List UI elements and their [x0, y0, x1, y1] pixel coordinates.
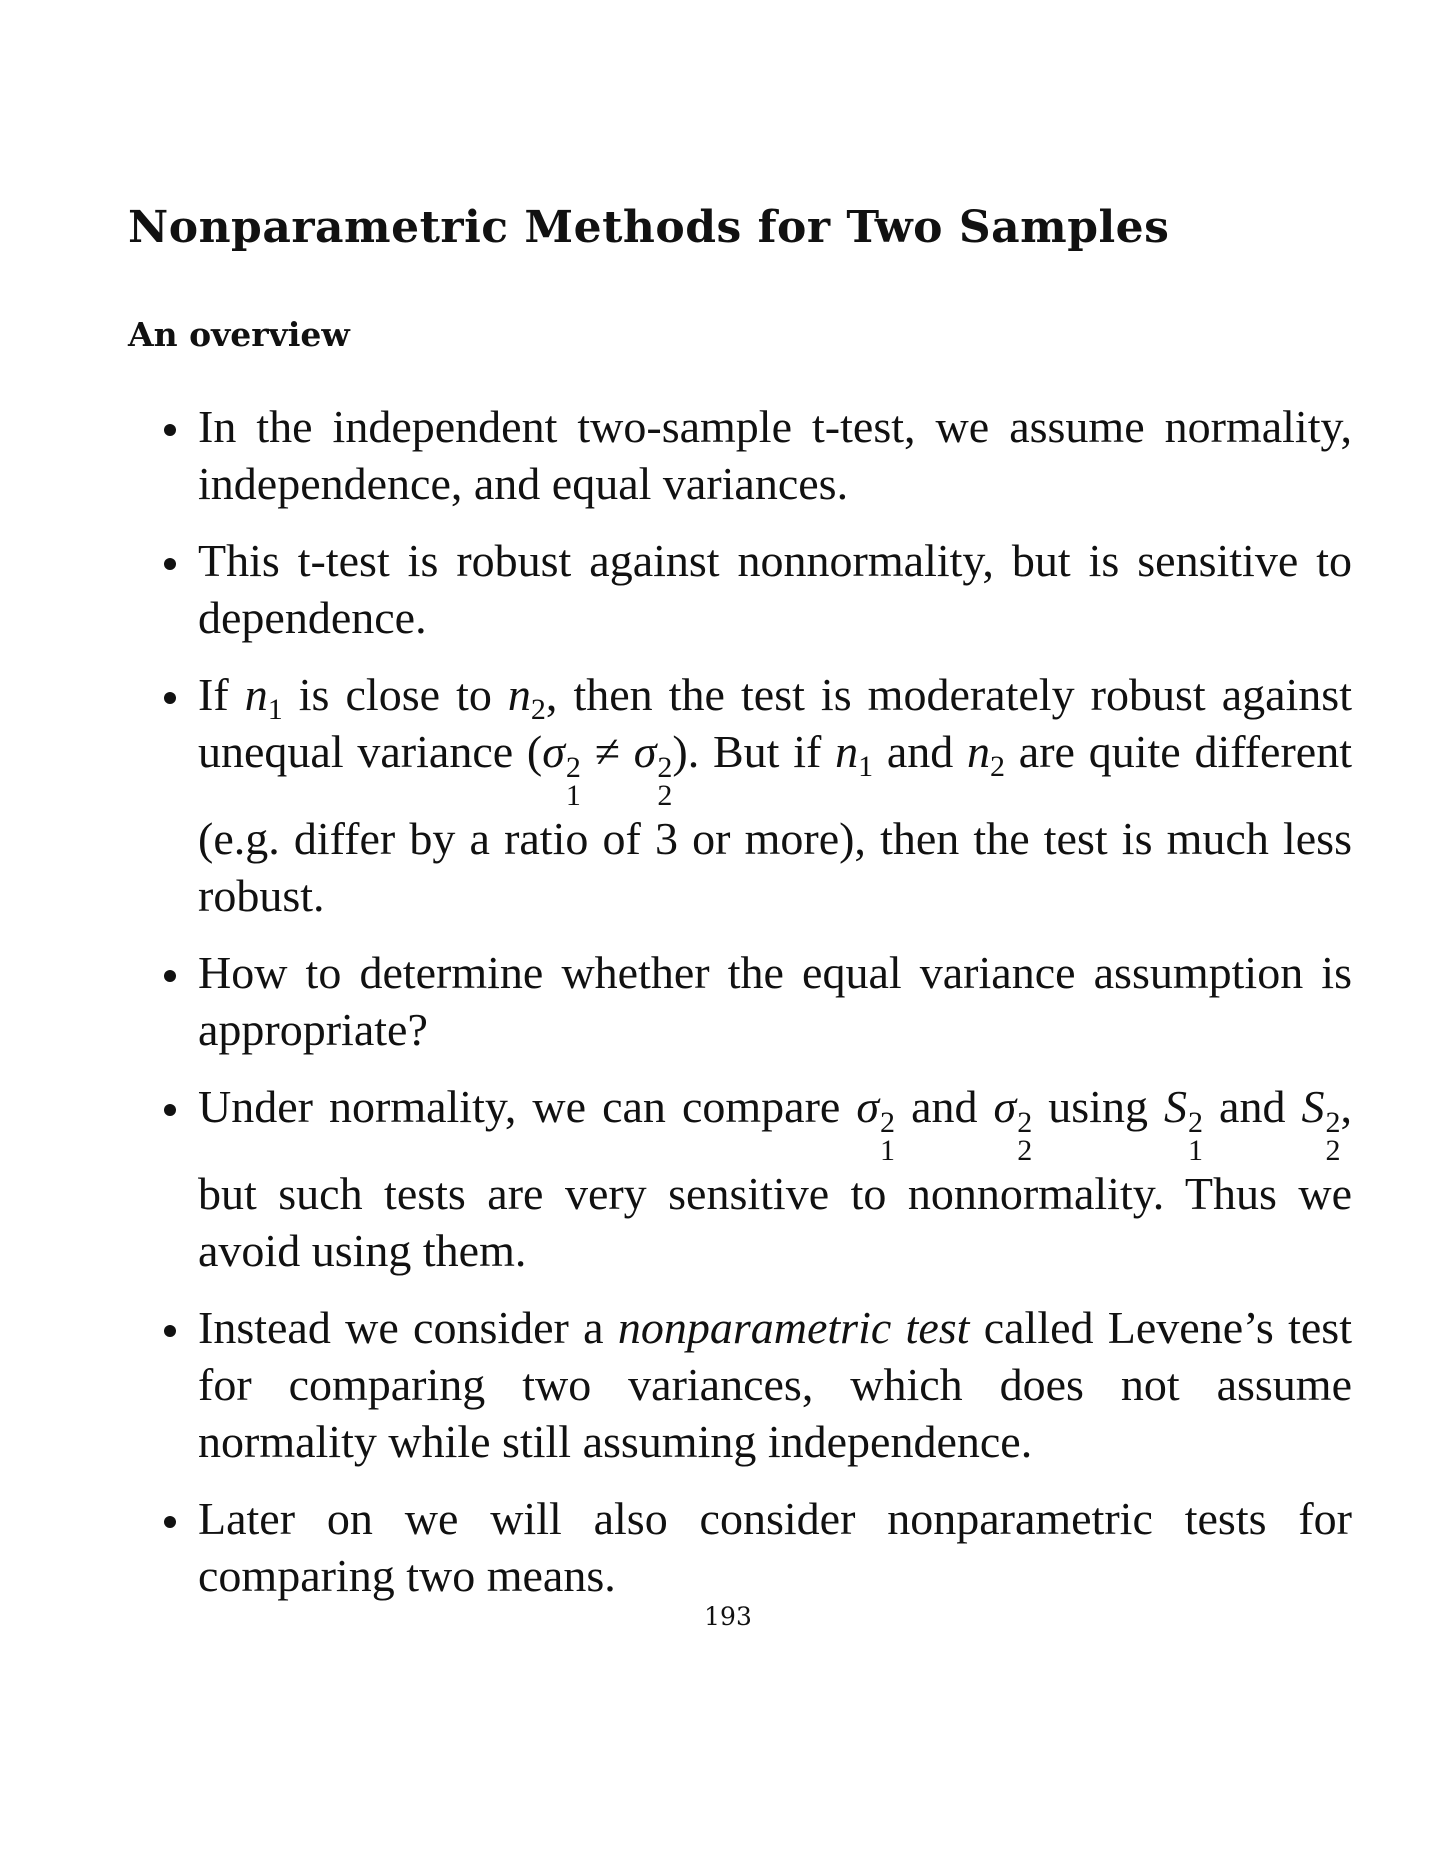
bullet-icon — [164, 1104, 176, 1116]
bullet-text: and — [1202, 1081, 1302, 1132]
section-heading: An overview — [128, 315, 350, 354]
math-superscript: 2 — [1325, 1106, 1341, 1139]
math-subscript: 2 — [1325, 1134, 1341, 1167]
bullet-text: , but such tests are very sensitive to nonnormality. Thus we avoid using them. — [198, 1081, 1352, 1276]
math-supsub — [880, 1106, 896, 1167]
math-sigma: σ — [542, 726, 565, 777]
math-subscript: 2 — [530, 693, 546, 726]
math-superscript: 2 — [1017, 1106, 1033, 1139]
list-item — [160, 1078, 1352, 1279]
bullet-text: , then the test is moderately robust against unequal variance ( — [198, 669, 1352, 777]
math-n: n — [967, 726, 991, 777]
math-n: n — [507, 669, 531, 720]
math-subscript: 1 — [565, 779, 581, 812]
list-item — [160, 666, 1352, 924]
list-item — [160, 1299, 1352, 1470]
bullet-text: Later on we will also consider nonparametric tests for comparing two means. — [198, 1493, 1352, 1601]
bullet-text: Under normality, we can compare — [198, 1081, 857, 1132]
math-supsub — [1325, 1106, 1341, 1167]
math-n: n — [835, 726, 859, 777]
bullet-text: This t-test is robust against nonnormality, but is sensitive to dependence. — [198, 535, 1352, 643]
math-subscript: 1 — [1187, 1134, 1203, 1167]
math-S: S — [1163, 1081, 1187, 1132]
math-subscript: 1 — [267, 693, 283, 726]
bullet-text: using — [1032, 1081, 1164, 1132]
math-subscript: 1 — [858, 750, 874, 783]
math-operator: ≠ — [580, 726, 634, 777]
bullet-text: How to determine whether the equal variance assumption is appropriate? — [198, 947, 1352, 1055]
list-item — [160, 1490, 1352, 1604]
bullet-icon — [164, 1516, 176, 1528]
bullet-text: and — [895, 1081, 994, 1132]
list-item — [160, 398, 1352, 512]
bullet-icon — [164, 970, 176, 982]
bullet-text: ). But if — [672, 726, 836, 777]
bullet-text: is close to — [282, 669, 508, 720]
math-subscript: 1 — [880, 1134, 896, 1167]
page-number: 193 — [704, 1602, 752, 1631]
bullet-list — [160, 398, 1352, 1624]
math-subscript: 2 — [657, 779, 673, 812]
math-sigma: σ — [993, 1081, 1017, 1132]
math-superscript: 2 — [657, 751, 673, 784]
list-item — [160, 532, 1352, 646]
math-supsub — [1187, 1106, 1203, 1167]
math-supsub — [657, 751, 673, 812]
bullet-icon — [164, 424, 176, 436]
page-title: Nonparametric Methods for Two Samples — [128, 202, 1170, 253]
math-S: S — [1301, 1081, 1325, 1132]
math-superscript: 2 — [880, 1106, 896, 1139]
bullet-icon — [164, 692, 176, 704]
math-subscript: 2 — [1017, 1134, 1033, 1167]
math-sigma: σ — [633, 726, 657, 777]
bullet-text: are quite different (e.g. differ by a ratio of 3 or more), then the test is much less robust. — [198, 726, 1352, 921]
math-subscript: 2 — [990, 750, 1006, 783]
math-supsub — [1017, 1106, 1033, 1167]
bullet-text: Instead we consider a — [198, 1302, 618, 1353]
math-sigma: σ — [856, 1081, 880, 1132]
bullet-text: If — [198, 669, 245, 720]
math-superscript: 2 — [565, 751, 581, 784]
bullet-text: In the independent two-sample t-test, we assume normality, independence, and equal variances. — [198, 401, 1352, 509]
bullet-icon — [164, 558, 176, 570]
bullet-text: and — [873, 726, 968, 777]
math-supsub — [565, 751, 581, 812]
math-n: n — [244, 669, 268, 720]
list-item — [160, 944, 1352, 1058]
math-superscript: 2 — [1187, 1106, 1203, 1139]
bullet-icon — [164, 1325, 176, 1337]
bullet-text: called Levene’s test for comparing two variances, which does not assume normality while still assuming independence. — [198, 1302, 1352, 1467]
emphasis-text: nonparametric test — [617, 1302, 970, 1353]
